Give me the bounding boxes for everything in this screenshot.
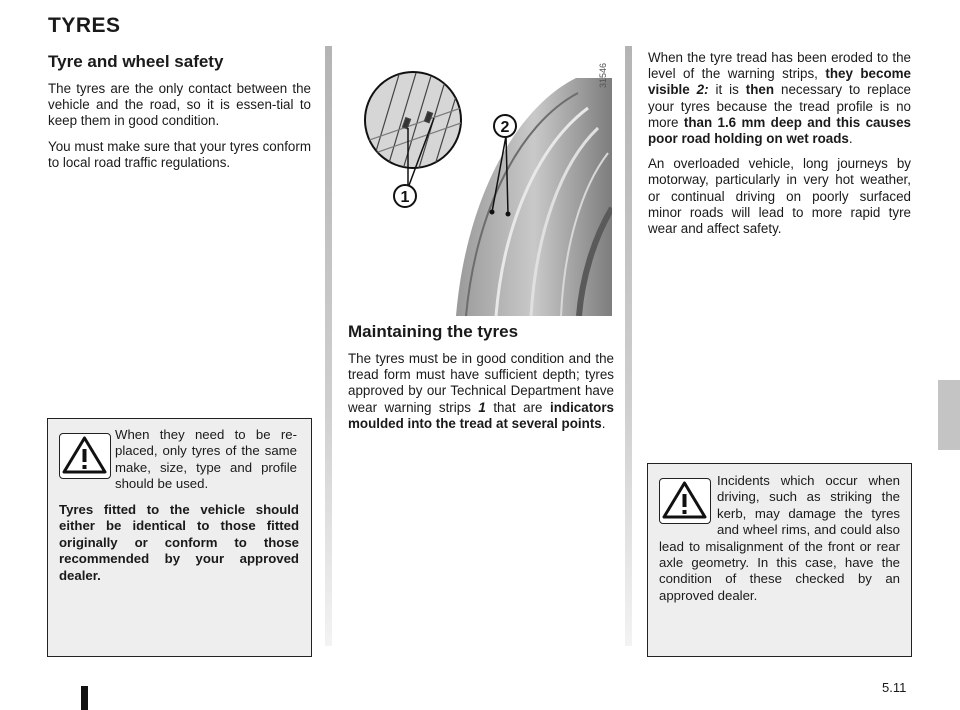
corner-mark	[81, 686, 88, 710]
callout-2	[494, 115, 516, 137]
heading-maintaining-tyres: Maintaining the tyres	[348, 322, 519, 341]
page-number: 5.11	[882, 680, 907, 695]
tyre-figure	[346, 48, 612, 316]
callout-1	[394, 185, 416, 207]
svg-text:1: 1	[400, 189, 410, 206]
warning-box-replacement	[47, 418, 312, 657]
paragraph-contact: The tyres are the only contact between the vehicle and the road, so it is essen-tial to keep them in good condition.	[48, 81, 311, 129]
heading-tyre-wheel-safety: Tyre and wheel safety	[48, 52, 224, 71]
column-divider-left	[325, 46, 332, 646]
column-divider-right	[625, 46, 632, 646]
icon-spacer	[659, 473, 717, 537]
column-maintaining	[348, 322, 614, 432]
warning1-bold: Tyres fitted to the vehicle should either be identical to those fitted originally or conform to those recommended by your approved dealer.	[59, 502, 299, 583]
paragraph-regulations: You must make sure that your tyres conform to local road traffic regulations.	[48, 138, 311, 170]
warning-triangle-icon	[59, 433, 111, 479]
paragraph-overloaded: An overloaded vehicle, long journeys by motorway, particularly in very hot weather, or continual driving on poorly surfaced minor roads will lead to more rapid tyre wear and affect safety.	[648, 156, 911, 237]
svg-text:2: 2	[500, 119, 510, 136]
paragraph-maintaining: The tyres must be in good condition and the tread form must have sufficient depth; tyres approved by our Technical Department have wear warning strips 1 that are indicators moulded into the tread at several points.	[348, 351, 614, 431]
section-title: TYRES	[48, 14, 121, 37]
column-tyre-safety	[48, 52, 311, 171]
figure-code: 31546	[598, 62, 608, 88]
warning2-text: Incidents which occur when driving, such as striking the kerb, may damage the tyres and wheel rims, and could also lead to misalignment of the front or rear axle geometry. In this case, have the condition of these checked by an approved dealer.	[659, 473, 900, 603]
column-tread-wear	[648, 50, 911, 237]
chapter-tab	[938, 380, 960, 450]
warning1-intro: When they need to be re-placed, only tyres of the same make, size, type and profile should be used.	[115, 427, 297, 492]
paragraph-tread-eroded: When the tyre tread has been eroded to the level of the warning strips, they become visible 2: it is then necessary to replace your tyres because the tread profile is no more than 1.6 mm deep and this causes poor road holding on wet roads.	[648, 50, 912, 147]
warning-box-incidents	[647, 463, 912, 657]
